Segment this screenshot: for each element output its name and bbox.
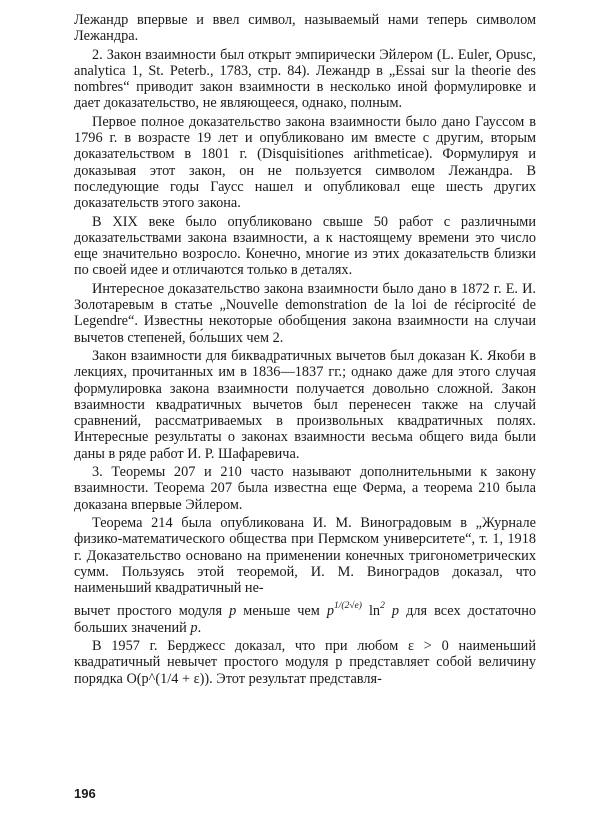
math-var-p: p (229, 603, 237, 620)
paragraph-19th-century: В XIX веке было опубликовано свыше 50 работ с различными доказательствами закона взаимности, а к настоящему времени это число еще значительно возросло. Конечно, многие из этих доказательств близки по своей идее и отличаются только в деталях. (74, 213, 536, 279)
page-number: 196 (74, 786, 96, 801)
paragraph-vinogradov-bound (74, 598, 536, 636)
math-ln: ln (361, 603, 381, 620)
math-power-exponent: 1/(2√e) (334, 601, 362, 612)
math-power-base: p (326, 603, 335, 620)
math-end: . (197, 619, 202, 636)
paragraph-theorem-214: Теорема 214 была опубликована И. М. Виноградовым в „Журнале физико-математического общества при Пермском университете“, т. 1, 1918 г. Доказательство основано на применении конечных тригонометрических сумм. Пользуясь этой теоремой, И. М. Виноградов доказал, что наименьший квадратичный не- (74, 514, 536, 597)
math-ln-argument: p (384, 603, 400, 620)
paragraph-note-2: 2. Закон взаимности был открыт эмпирически Эйлером (L. Euler, Opusc, analytica 1, St. Peterb., 1783, стр. 84). Лежандр в „Essai sur la theorie des nombres“ приводит закон взаимности в несколько иной формулировке и дает доказательство, не являющееся, однако, полным. (74, 46, 536, 112)
math-text-middle: меньше чем (236, 603, 327, 620)
math-ln-exponent: 2 (380, 601, 385, 612)
math-tail-var: p (190, 619, 198, 636)
paragraph-zolotarev: Интересное доказательство закона взаимности было дано в 1872 г. Е. И. Золотаревым в статье „Nouvelle demonstration de la loi de réciprocité de Legendre“. Известны некоторые обобщения закона взаимности на случаи вычетов степеней, бо́льших чем 2. (74, 280, 536, 346)
paragraph-biquadratic: Закон взаимности для биквадратичных вычетов был доказан К. Якоби в лекциях, прочитанных им в 1836—1837 гг.; однако даже для этого случая формулировка закона взаимности получается довольно сложной. Закон взаимности квадратичных вычетов был перенесен также на случай сравнений, рассматриваемых в произвольных квадратичных полях. Интересные результаты о законах взаимности весьма общего вида были даны в ряде работ И. Р. Шафаревича. (74, 347, 536, 462)
math-text-before: вычет простого модуля (74, 603, 230, 620)
paragraph-gauss: Первое полное доказательство закона взаимности было дано Гауссом в 1796 г. в возрасте 19 лет и опубликовано им вместе с другим, вторым доказательством в 1801 г. (Disquisitiones arithmeticae). Формулируя и доказывая этот закон, он не пользуется символом Лежандра. В последующие годы Гаусс нашел и опубликовал еще шесть других доказательств этого закона. (74, 113, 536, 212)
paragraph-note-3: 3. Теоремы 207 и 210 часто называют дополнительными к закону взаимности. Теорема 207 была известна еще Ферма, а теорема 210 была доказана впервые Эйлером. (74, 464, 536, 513)
paragraph-legendre-symbol: Лежандр впервые и ввел символ, называемый нами теперь символом Лежандра. (74, 12, 536, 45)
paragraph-burgess: В 1957 г. Берджесс доказал, что при любом ε > 0 наименьший квадратичный невычет простого модуля p представляет собой величину порядка O(p^(1/4 + ε)). Этот результат представля- (74, 637, 536, 687)
math-text-tail: для всех достаточно больших значений (74, 603, 536, 636)
